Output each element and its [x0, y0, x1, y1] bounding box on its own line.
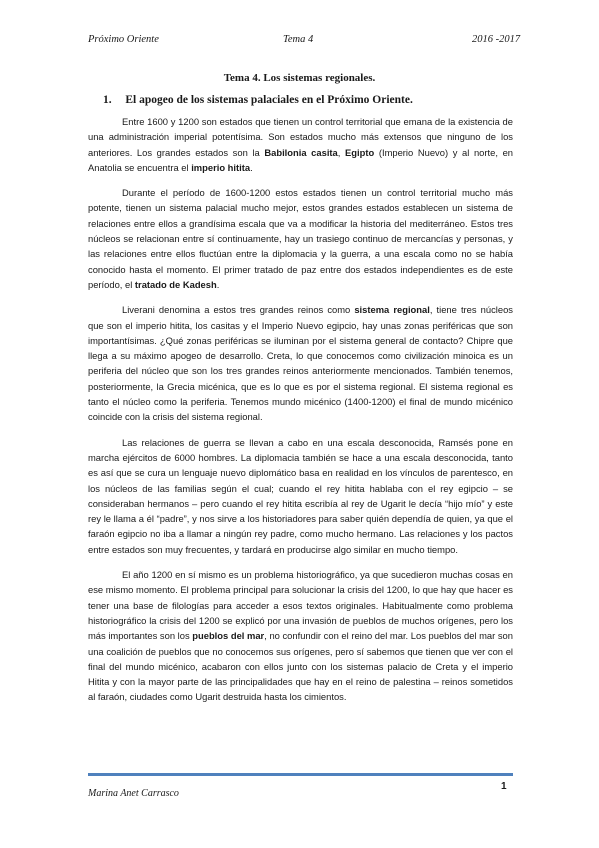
- bold-term: tratado de Kadesh: [134, 278, 217, 290]
- text-run: El año 1200 en sí mismo es un problema historiográfico, ya que sucedieron muchas cosas en ese mismo momento. El problema principal para solucionar la crisis del 1200, lo que hay que hacer es tener una base de filologías para acceder a esos textos originales. Habitualmente como problema historiográfico la crisis del 1200 se explicó por una invasión de pueblos de muchos orígenes, pero los más importantes son los: [88, 569, 513, 642]
- header-subject: Próximo Oriente: [88, 34, 159, 45]
- bold-term: Egipto: [345, 146, 375, 158]
- bold-term: imperio hitita: [191, 161, 251, 173]
- text-run: ,: [337, 146, 346, 158]
- paragraph: [88, 567, 513, 705]
- paragraph: [88, 435, 513, 557]
- bold-term: Babilonia casita: [264, 146, 338, 158]
- bold-term: sistema regional: [354, 304, 430, 316]
- text-run: , tiene tres núcleos que son el imperio hitita, los casitas y el Imperio Nuevo egipcio, hay unas zonas periféricas que son importantísimas. ¿Qué zonas periféricas se iluminan por el sistema general de contacto? Chipre que llega a su máximo apogeo de desarrollo. Creta, lo que conocemos como civilización minoica es un periferia del núcleo que son los tres grandes reinos anteriormente mencionados. También tenemos, posteriormente, la Grecia micénica, que es lo que es por el sistema regional. El sistema regional es tanto el núcleo como la periferia. Tenemos mundo micénico (1400-1200) el final de mundo micénico coincide con la crisis del sistema regional.: [88, 304, 513, 423]
- footer-author: Marina Anet Carrasco: [88, 788, 179, 799]
- header-topic: Tema 4: [283, 34, 314, 45]
- document-title: Tema 4. Los sistemas regionales.: [223, 72, 376, 84]
- text-run: .: [250, 161, 253, 173]
- text-run: Las relaciones de guerra se llevan a cabo en una escala desconocida, Ramsés pone en marcha ejércitos de 6000 hombres. La diplomacia también se hace a una escala desconocida, tanto es así que se cura un lenguaje nuevo diplomático basa en realidad en los vínculos de parentesco, en los núcleos de las familias según el cual; cuando el rey hitita hablaba con el rey egipcio – se consideraban hermanos – pero cuando el rey hitita escribía al rey de Ugarit le decía “hijo mío” y este rey le llama a él “padre”, y nos sirve a los historiadores para saber quién dependía de quien, ya que el faraón egipcio no iba a llamar a ningún rey padre, como mucho hermano. Las relaciones y los pactos entre estados son muy frecuentes, y tardará en producirse algo similar en mucho tiempo.: [88, 436, 513, 555]
- text-run: (Imperio Nuevo) y al norte, en Anatolia se encuentra el: [88, 146, 514, 173]
- bold-term: pueblos del mar: [192, 630, 265, 642]
- text-run: Durante el período de 1600-1200 estos estados tienen un control territorial mucho más potente, tienen un sistema palacial mucho mejor, estos grandes estados establecen un sistema de relaciones entre ellos a grandísima escala que va a modificar la historia del mediterráneo. Estos tres núcleos se relacionan entre sí continuamente, hay un trasiego continuo de mercancías y personas, y las relaciones entre ellos fluctúan entre la diplomacia y la guerra, a una escala como no se había conocido hasta el momento. El primer tratado de paz entre dos estados independientes es de este período, el: [88, 187, 513, 290]
- header-year: 2016 -2017: [472, 34, 521, 45]
- paragraph: [88, 185, 513, 292]
- section-heading: [103, 94, 413, 106]
- text-run: Entre 1600 y 1200 son estados que tienen un control territorial que emana de la existencia de una administración imperial potentísima. Son estados mucho más extensos que ninguno de los anteriores. Los grandes estados son la: [88, 116, 513, 158]
- document-body: [88, 114, 513, 715]
- text-run: , no confundir con el reino del mar. Los pueblos del mar son una coalición de pueblos que no conocemos sus orígenes, pero sí sabemos que tienen que ver con el final del mundo micénico, acabaron con ellos junto con los sistemas palacio de Creta y el imperio Hitita y con la mayor parte de las principalidades que hay en el reino de palestina – reinos sometidos al faraón, ciudades como Ugarit destruida hasta los cimientos.: [88, 630, 513, 703]
- section-number: 1.: [103, 94, 112, 106]
- page-number: 1: [501, 781, 507, 792]
- text-run: .: [216, 278, 220, 290]
- section-title: El apogeo de los sistemas palaciales en el Próximo Oriente.: [125, 94, 413, 106]
- paragraph: [88, 302, 513, 424]
- paragraph: [88, 114, 513, 175]
- text-run: Liverani denomina a estos tres grandes reinos como: [122, 304, 355, 316]
- footer-divider: [88, 773, 513, 776]
